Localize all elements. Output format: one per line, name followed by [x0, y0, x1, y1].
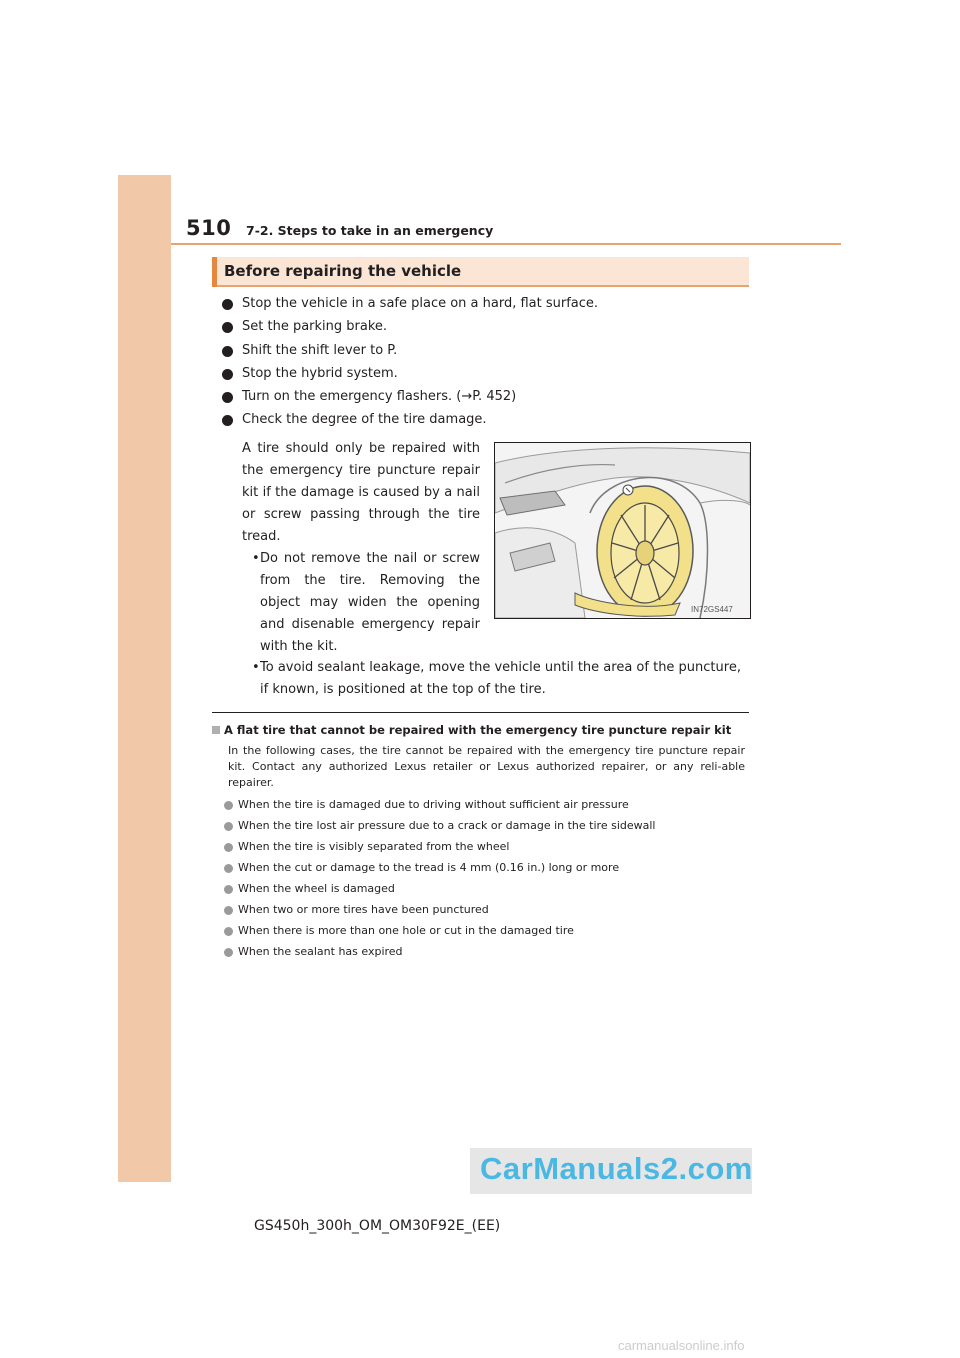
flat-tire-illustration	[494, 442, 751, 619]
bullet-icon	[224, 927, 233, 936]
bullet-icon	[222, 346, 233, 357]
figure-code: IN72GS447	[691, 605, 733, 614]
bullet-icon	[222, 369, 233, 380]
step-item: Stop the vehicle in a safe place on a hard, flat surface.	[222, 294, 762, 317]
bullet-icon	[224, 864, 233, 873]
bullet-icon	[222, 322, 233, 333]
title-accent	[212, 257, 217, 287]
side-tab-band	[118, 175, 171, 1182]
note-heading: A flat tire that cannot be repaired with the emergency tire puncture repair kit	[212, 723, 731, 737]
header-rule	[171, 243, 841, 245]
damage-description: A tire should only be repaired with the emergency tire puncture repair kit if the damage is caused by a nail or screw passing through the tire tread.	[242, 441, 480, 544]
bullet-icon	[222, 299, 233, 310]
square-bullet-icon	[212, 726, 220, 734]
bullet-icon	[224, 843, 233, 852]
step-list	[222, 294, 762, 434]
car-wheel-drawing	[495, 443, 750, 618]
note-body: In the following cases, the tire cannot be repaired with the emergency tire puncture repair kit. Contact any authorized Lexus retailer or Lexus authorized repairer, or any reli-able repairer.	[228, 744, 745, 789]
bullet-icon	[222, 392, 233, 403]
watermark-banner[interactable]	[470, 1148, 752, 1194]
step-item: Turn on the emergency flashers. (→P. 452)	[222, 387, 762, 410]
step-item: Shift the shift lever to P.	[222, 341, 762, 364]
watermark-bottom: carmanualsonline.info	[618, 1338, 745, 1353]
footer-manual-code: GS450h_300h_OM_OM30F92E_(EE)	[254, 1218, 501, 1234]
sub-note: • To avoid sealant leakage, move the vehicle until the area of the puncture, if known, is positioned at the top of the tire.	[252, 660, 741, 697]
note-divider	[212, 712, 749, 713]
section-title-bar	[212, 257, 749, 287]
bullet-icon	[222, 415, 233, 426]
page-number: 510	[186, 216, 232, 240]
section-heading: 7-2. Steps to take in an emergency	[246, 223, 494, 238]
bullet-icon	[224, 885, 233, 894]
step-item: Stop the hybrid system.	[222, 364, 762, 387]
watermark-text[interactable]: CarManuals2.com	[480, 1151, 753, 1186]
step-item: Check the degree of the tire damage.	[222, 410, 762, 433]
bullet-icon	[224, 906, 233, 915]
bullet-icon	[224, 801, 233, 810]
step-item: Set the parking brake.	[222, 317, 762, 340]
bullet-icon	[224, 948, 233, 957]
section-title: Before repairing the vehicle	[224, 262, 462, 280]
sub-note: • Do not remove the nail or screw from the tire. Removing the object may widen the opening and disenable emergency repair with the kit.	[252, 551, 480, 654]
bullet-icon	[224, 822, 233, 831]
